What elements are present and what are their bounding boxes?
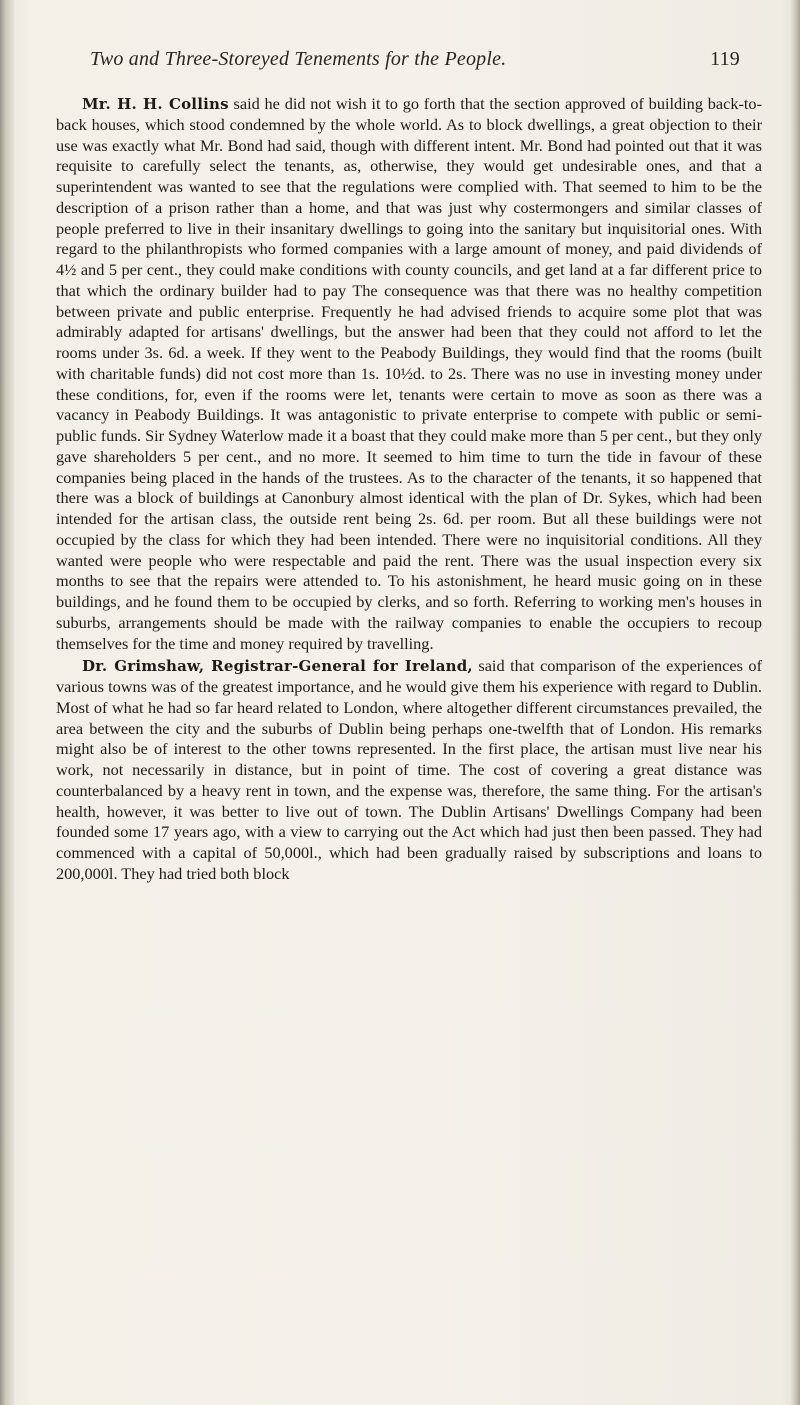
paragraph-text: said that comparison of the experiences of various towns was of the greatest importance, and he would give them his experience with regard to Dublin. Most of what he had so far heard related to London, where altogether different circumstances prevailed, the area between the city and the suburbs of Dublin being perhaps one-twelfth that of London. His remarks might also be of interest to the other towns represented. In the first place, the artisan must live near his work, not necessarily in distance, but in point of time. The cost of covering a great distance was counterbalanced by a heavy rent in town, and the expense was, therefore, the same thing. For the artisan's health, however, it was better to live out of town. The Dublin Artisans' Dwellings Company had been founded some 17 years ago, with a view to carrying out the Act which had just then been passed. They had commenced with a capital of 50,000l., which had been gradually raised by subscriptions and loans to 200,000l. They had tried both block — [56, 656, 762, 883]
running-header — [90, 48, 740, 71]
speaker-name: Dr. Grimshaw, Registrar-General for Ireland, — [82, 657, 473, 676]
page-spine-shadow — [0, 0, 14, 1405]
paragraph-grimshaw — [56, 656, 762, 884]
paragraph-collins — [56, 94, 762, 654]
page-edge — [790, 0, 800, 1405]
speaker-name: Mr. H. H. Collins — [82, 95, 229, 113]
body-text — [56, 94, 762, 887]
running-title: Two and Three-Storeyed Tenements for the People. — [90, 48, 507, 70]
paragraph-text: said he did not wish it to go forth that the section approved of building back-to-back houses, which stood condemned by the whole world. As to block dwellings, a great objection to their use was exactly what Mr. Bond had said, though with different intent. Mr. Bond had pointed out that it was requisite to carefully select the tenants, as, otherwise, they would get undesirable ones, and that a superintendent was wanted to see that the regulations were complied with. That seemed to him to be the description of a prison rather than a home, and that was just why costermongers and similar classes of people preferred to live in their insanitary dwellings to going into the sanitary but inquisitorial ones. With regard to the philanthropists who formed companies with a large amount of money, and paid dividends of 4½ and 5 per cent., they could make conditions with county councils, and get land at a far different price to that which the ordinary builder had to pay The consequence was that there was no healthy competition between private and public enterprise. Frequently he had advised friends to acquire some plot that was admirably adapted for artisans' dwellings, but the answer had been that they could not afford to let the rooms under 3s. 6d. a week. If they went to the Peabody Buildings, they would find that the rooms (built with charitable funds) did not cost more than 1s. 10½d. to 2s. There was no use in investing money under these conditions, for, even if the rooms were let, tenants were certain to move as soon as there was a vacancy in Peabody Buildings. It was antagonistic to private enterprise to compete with public or semi-public funds. Sir Sydney Waterlow made it a boast that they could make more than 5 per cent., but they only gave shareholders 5 per cent., and no more. It seemed to him time to turn the tide in favour of these companies being placed in the hands of the trustees. As to the character of the tenants, it so happened that there was a block of buildings at Canonbury almost identical with the plan of Dr. Sykes, which had been intended for the artisan class, the outside rent being 2s. 6d. per room. But all these buildings were not occupied by the class for which they had been intended. There were no inquisitorial conditions. All they wanted were people who were respectable and paid the rent. There was the usual inspection every six months to see that the repairs were attended to. To his astonishment, he heard music going on in these buildings, and he found them to be occupied by clerks, and so forth. Referring to working men's houses in suburbs, arrangements should be made with the railway companies to enable the occupiers to recoup themselves for the time and money required by travelling. — [56, 94, 763, 653]
page-number: 119 — [710, 48, 740, 70]
